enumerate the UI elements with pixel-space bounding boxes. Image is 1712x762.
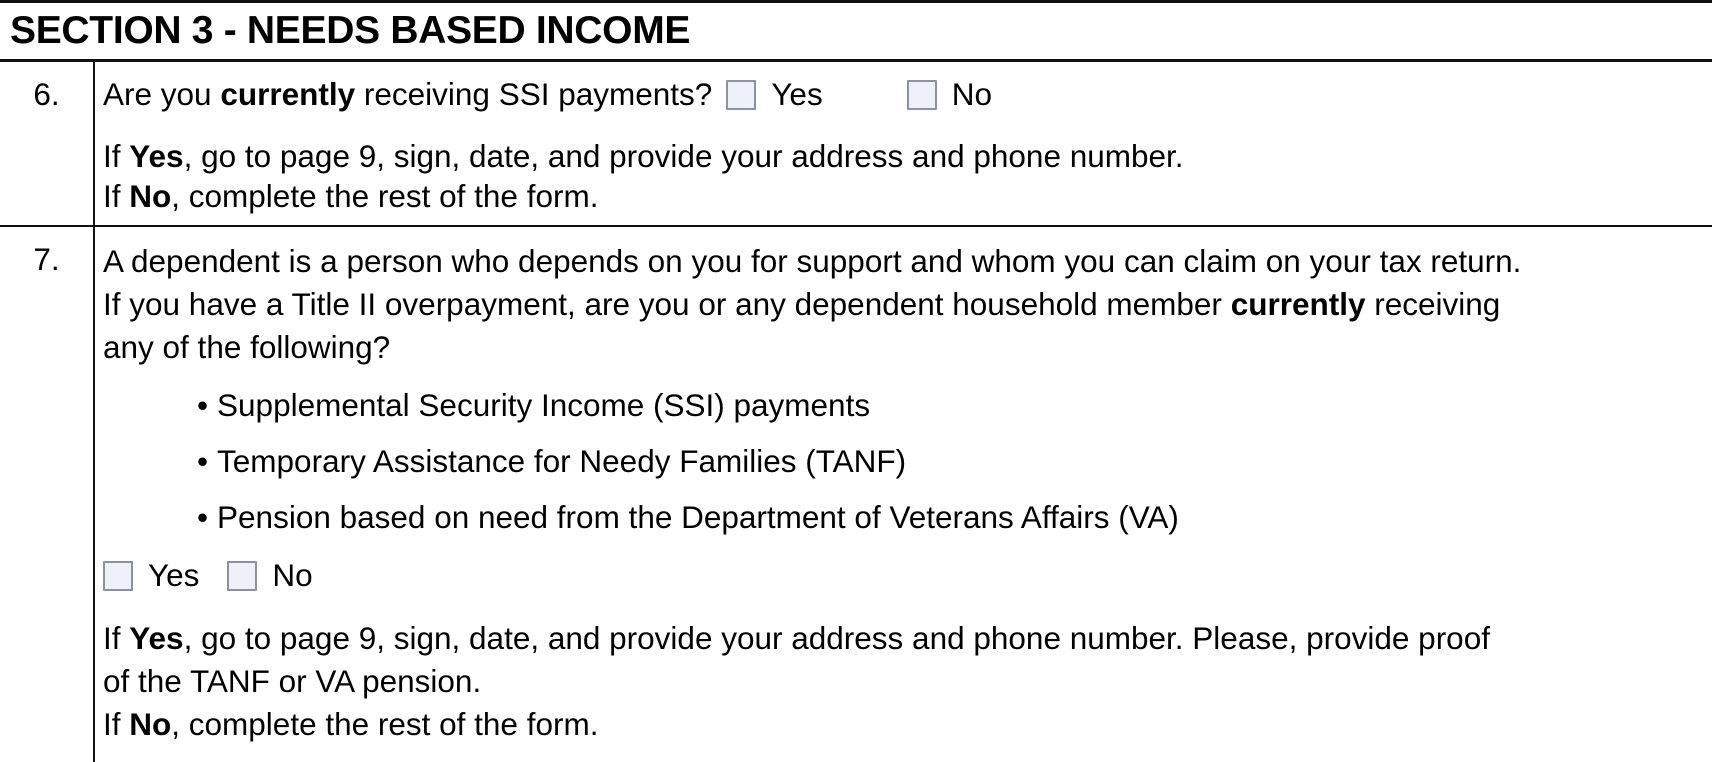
question-rows xyxy=(0,62,1712,762)
q7-no-option xyxy=(227,557,312,593)
question-number-6: 6. xyxy=(33,76,60,112)
q7-no-label: No xyxy=(272,557,313,593)
instruction-line: If Yes, go to page 9, sign, date, and provide your address and phone number. xyxy=(103,138,1184,174)
q6-yes-label: Yes xyxy=(771,76,823,112)
q6-yes-option xyxy=(726,76,822,112)
bullet-text: Pension based on need from the Department of Veterans Affairs (VA) xyxy=(217,499,1179,535)
q6-yes-checkbox[interactable] xyxy=(726,80,756,110)
bullet-text: Temporary Assistance for Needy Families (TANF) xyxy=(217,443,907,479)
question-content-6 xyxy=(93,62,1712,225)
q7-yes-label: Yes xyxy=(148,557,200,593)
instruction-line: If No, complete the rest of the form. xyxy=(103,178,599,214)
section-header xyxy=(0,3,1712,62)
question-number-7: 7. xyxy=(33,241,60,277)
q6-no-label: No xyxy=(951,76,992,112)
bullet-item xyxy=(103,441,1694,481)
bullet-icon: • xyxy=(197,443,209,479)
question-row-6 xyxy=(0,62,1712,227)
q7-no-checkbox[interactable] xyxy=(227,561,257,591)
q6-no-option xyxy=(907,76,992,112)
question-content-7 xyxy=(93,227,1712,762)
q7-paragraph-line: A dependent is a person who depends on you for support and whom you can claim on your tax return. xyxy=(103,243,1522,279)
bullet-item xyxy=(103,497,1694,537)
q7-paragraph-line: If you have a Title II overpayment, are you or any dependent household member currently receiving xyxy=(103,286,1501,322)
q6-instructions xyxy=(103,136,1694,216)
bullet-text: Supplemental Security Income (SSI) payments xyxy=(217,387,871,423)
q6-question-text: Are you currently receiving SSI payments? xyxy=(103,76,713,112)
q7-yes-option xyxy=(103,557,199,593)
bullet-icon: • xyxy=(197,387,209,423)
bullet-icon: • xyxy=(197,499,209,535)
instruction-line: If No, complete the rest of the form. xyxy=(103,706,599,742)
q7-checkbox-row xyxy=(103,555,1694,595)
question-row-7 xyxy=(0,227,1712,762)
q7-paragraph-line: any of the following? xyxy=(103,329,391,365)
section-title: SECTION 3 - NEEDS BASED INCOME xyxy=(10,9,691,52)
instruction-line: If Yes, go to page 9, sign, date, and provide your address and phone number. Please, provide proof xyxy=(103,620,1490,656)
q7-bullet-list xyxy=(103,385,1694,537)
q6-no-checkbox[interactable] xyxy=(907,80,937,110)
q7-instructions xyxy=(103,617,1694,746)
q7-yes-checkbox[interactable] xyxy=(103,561,133,591)
bullet-item xyxy=(103,385,1694,425)
q6-question-line xyxy=(103,74,1694,114)
q7-question-paragraph xyxy=(103,240,1694,369)
instruction-line: of the TANF or VA pension. xyxy=(103,663,482,699)
